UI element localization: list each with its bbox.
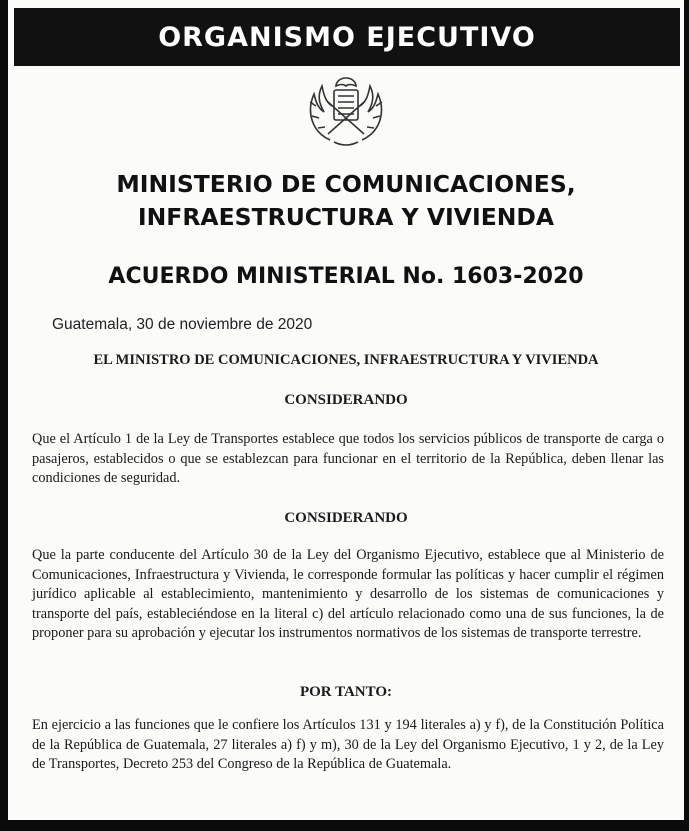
considerando-heading-2: CONSIDERANDO [284, 510, 408, 526]
ministry-name-line-1: MINISTERIO DE COMUNICACIONES, [116, 170, 576, 198]
considerando-paragraph-1: Que el Artículo 1 de la Ley de Transportes establece que todos los servicios públicos de transporte de carga o pasajeros, establecidos o que se establezcan para funcionar en el territorio de la República, deben llenar las condiciones de seguridad. [32, 431, 664, 486]
por-tanto-heading: POR TANTO: [299, 684, 393, 700]
considerando-heading-1: CONSIDERANDO [284, 392, 408, 408]
ministry-name [8, 168, 684, 234]
por-tanto-paragraph: En ejercicio a las funciones que le confiere los Artículos 131 y 194 literales a) y f), de la Constitución Política de la República de Guatemala, 27 literales a) f) y m), 30 de la Ley del Organismo Ejecutivo, 1 y 2, de la Ley de Transportes, Decreto 253 del Congreso de la República de Guatemala. [32, 717, 664, 772]
minister-line: EL MINISTRO DE COMUNICACIONES, INFRAESTRUCTURA Y VIVIENDA [93, 352, 599, 368]
ministry-name-line-2: INFRAESTRUCTURA Y VIVIENDA [137, 203, 555, 231]
coat-of-arms-icon [300, 72, 392, 152]
banner-title: ORGANISMO EJECUTIVO [14, 8, 680, 66]
place-date: Guatemala, 30 de noviembre de 2020 [52, 316, 313, 333]
document-page [8, 0, 684, 820]
agreement-title: ACUERDO MINISTERIAL No. 1603-2020 [108, 264, 584, 289]
considerando-paragraph-2: Que la parte conducente del Artículo 30 de la Ley del Organismo Ejecutivo, establece que al Ministerio de Comunicaciones, Infraestructura y Vivienda, le corresponde formular las políticas y hacer cumplir el régimen jurídico aplicable al establecimiento, mantenimiento y desarrollo de los sistemas de comunicaciones y transporte del país, estableciéndose en la literal c) del artículo relacionado como una de sus funciones, la de proponer para su aprobación y ejecutar los instrumentos normativos de los sistemas de transporte terrestre. [32, 547, 664, 641]
